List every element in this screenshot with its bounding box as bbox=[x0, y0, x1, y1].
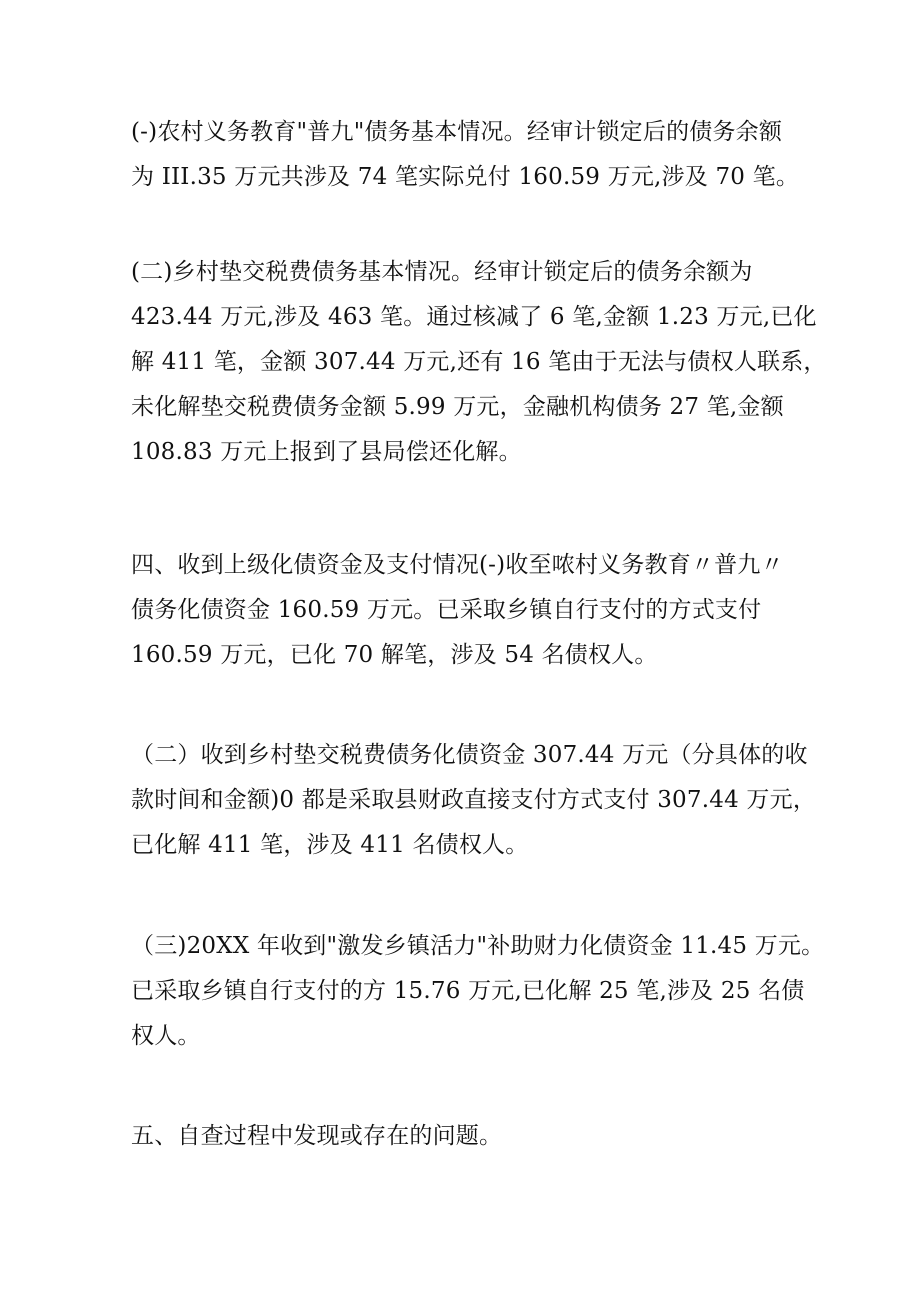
text-line: 款时间和金额)0 都是采取县财政直接支付方式支付 307.44 万元， bbox=[131, 787, 817, 813]
paragraph-tax-fee-funds bbox=[131, 733, 817, 868]
text-line: 五、自查过程中发现或存在的问题。 bbox=[131, 1123, 503, 1149]
paragraph-tax-fee-debt bbox=[131, 250, 827, 475]
text-line: 为 III.35 万元共涉及 74 笔实际兑付 160.59 万元,涉及 70 笔。 bbox=[131, 164, 800, 190]
text-line: （三)20XX 年收到"激发乡镇活力"补助财力化债资金 11.45 万元。 bbox=[131, 933, 825, 959]
text-line: 四、收到上级化债资金及支付情况(-)收至哝村义务教育〃普九〃 bbox=[131, 552, 784, 578]
text-line: 解 411 笔，金额 307.44 万元,还有 16 笔由于无法与债权人联系， bbox=[131, 349, 827, 375]
paragraph-rural-education-debt bbox=[131, 110, 803, 200]
text-line: （二）收到乡村垫交税费债务化债资金 307.44 万元（分具体的收 bbox=[131, 742, 808, 768]
text-line: 债务化债资金 160.59 万元。已采取乡镇自行支付的方式支付 bbox=[131, 597, 762, 623]
paragraph-funds-received bbox=[131, 543, 803, 678]
text-line: 未化解垫交税费债务金额 5.99 万元，金融机构债务 27 笔,金额 bbox=[131, 394, 784, 420]
text-line: 已采取乡镇自行支付的方 15.76 万元,已化解 25 笔,涉及 25 名债 bbox=[131, 978, 805, 1004]
text-line: 160.59 万元，已化 70 解笔，涉及 54 名债权人。 bbox=[131, 642, 658, 668]
text-line: (-)农村义务教育"普九"债务基本情况。经审计锁定后的债务余额 bbox=[131, 119, 783, 145]
paragraph-township-vitality-funds bbox=[131, 924, 825, 1059]
text-line: 423.44 万元,涉及 463 笔。通过核减了 6 笔,金额 1.23 万元,已化 bbox=[131, 304, 817, 330]
text-line: 权人。 bbox=[131, 1023, 201, 1049]
text-line: (二)乡村垫交税费债务基本情况。经审计锁定后的债务余额为 bbox=[131, 259, 753, 285]
text-line: 108.83 万元上报到了县局偿还化解。 bbox=[131, 439, 522, 465]
text-line: 已化解 411 笔，涉及 411 名债权人。 bbox=[131, 832, 529, 858]
section-heading-self-inspection-issues bbox=[131, 1114, 803, 1159]
